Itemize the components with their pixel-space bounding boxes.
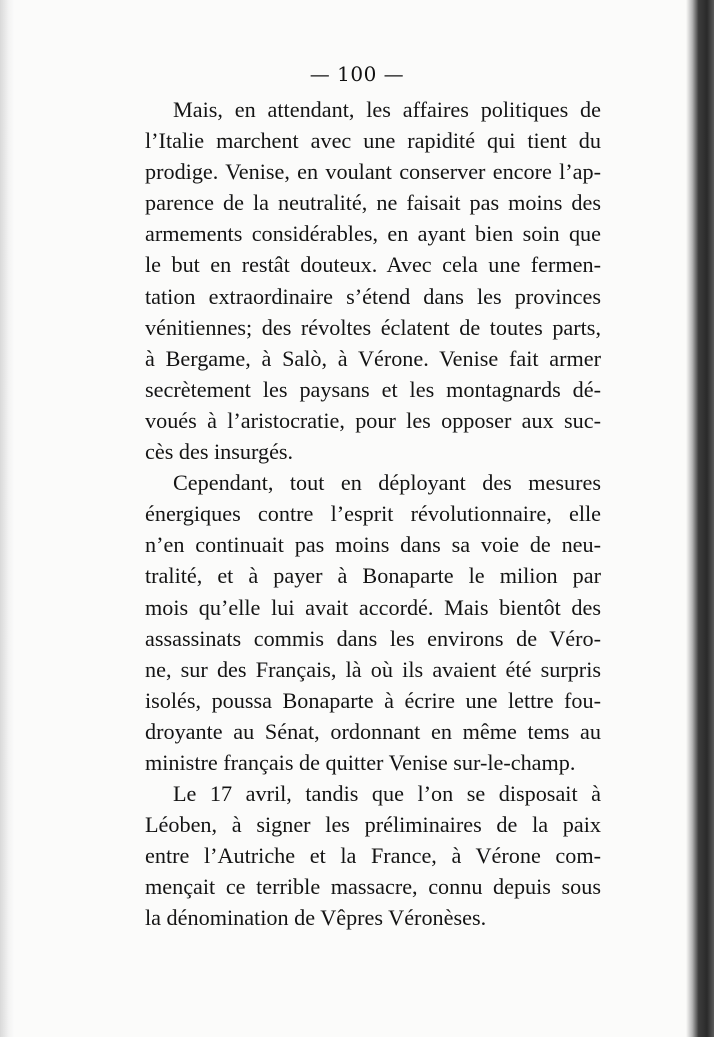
page-left-edge	[0, 0, 14, 1037]
text-line: Cependant, tout en déployant des mesures	[173, 470, 601, 496]
text-line: tation extraordinaire s’étend dans les provinces	[145, 283, 601, 309]
text-line: la dénomination de Vêpres Véronèses.	[145, 905, 487, 931]
text-line: secrètement les paysans et les montagnards dé-	[145, 376, 601, 402]
book-binding-edge	[686, 0, 714, 1037]
text-line: ne, sur des Français, là où ils avaient été surpris	[145, 656, 601, 682]
text-line: énergiques contre l’esprit révolutionnaire, elle	[145, 501, 601, 527]
text-line: mençait ce terrible massacre, connu depuis sous	[145, 874, 601, 900]
text-line: parence de la neutralité, ne faisait pas moins des	[145, 190, 601, 216]
text-line: à Bergame, à Salò, à Vérone. Venise fait armer	[145, 345, 601, 371]
text-line: vénitiennes; des révoltes éclatent de toutes parts,	[145, 314, 601, 340]
page-number: — 100 —	[309, 62, 405, 86]
text-line: Léoben, à signer les préliminaires de la paix	[145, 812, 601, 838]
text-line: Le 17 avril, tandis que l’on se disposait à	[173, 781, 601, 807]
text-line: n’en continuait pas moins dans sa voie de neu-	[145, 532, 601, 558]
text-line: entre l’Autriche et la France, à Vérone com-	[145, 843, 601, 869]
text-line: voués à l’aristocratie, pour les opposer aux suc-	[145, 407, 601, 433]
text-line: mois qu’elle lui avait accordé. Mais bientôt des	[145, 594, 601, 620]
text-line: l’Italie marchent avec une rapidité qui tient du	[145, 128, 601, 154]
text-line: prodige. Venise, en voulant conserver encore l’ap-	[145, 159, 601, 185]
text-line: cès des insurgés.	[145, 439, 294, 465]
text-line: Mais, en attendant, les affaires politiques de	[173, 97, 601, 122]
text-line: armements considérables, en ayant bien soin que	[145, 221, 601, 247]
text-line: assassinats commis dans les environs de Véro-	[145, 625, 601, 651]
text-line: droyante au Sénat, ordonnant en même tems au	[145, 718, 601, 744]
text-line: isolés, poussa Bonaparte à écrire une lettre fou-	[145, 687, 601, 713]
text-line: le but en restât douteux. Avec cela une fermen-	[145, 252, 601, 278]
text-line: tralité, et à payer à Bonaparte le milion par	[145, 563, 601, 589]
body-text	[145, 94, 601, 934]
text-line: ministre français de quitter Venise sur-le-champ.	[145, 749, 576, 775]
